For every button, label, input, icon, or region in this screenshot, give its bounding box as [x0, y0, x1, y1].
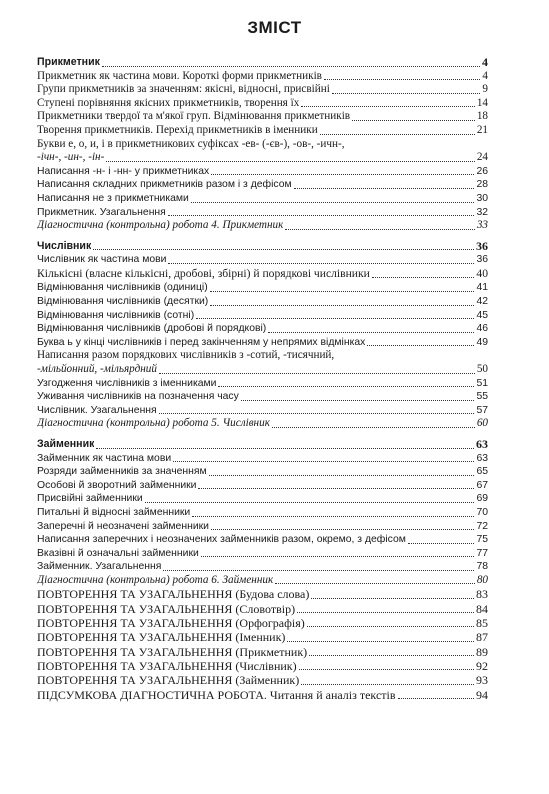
toc-entry[interactable] [37, 97, 488, 111]
diagnostic-work-entry[interactable] [37, 574, 488, 588]
toc-entry-title: Буква ь у кінці числівників і перед закінченням у непрямих відмінках [37, 336, 366, 348]
toc-entry-page-number: 30 [476, 192, 488, 204]
review-entry-title: ПОВТОРЕННЯ ТА УЗАГАЛЬНЕННЯ (Числівник) [37, 658, 297, 673]
toc-entry-page-number: 75 [476, 534, 488, 546]
dot-leader [211, 174, 474, 175]
toc-entry[interactable] [37, 377, 488, 391]
diagnostic-work-entry-title: Діагностична (контрольна) робота 4. Прикметник [37, 219, 284, 232]
review-entry[interactable] [37, 688, 488, 702]
toc-entry[interactable] [37, 83, 488, 97]
dot-leader [307, 626, 474, 627]
toc-entry[interactable] [37, 533, 488, 547]
dot-leader [163, 570, 474, 571]
toc-entry[interactable] [37, 253, 488, 267]
review-entry-page-number: 85 [476, 616, 488, 631]
dot-leader [372, 277, 475, 278]
toc-entry-title: Заперечні й неозначені займенники [37, 520, 209, 532]
dot-leader [268, 332, 474, 333]
dot-leader [241, 400, 475, 401]
toc-entry-page-number: 28 [476, 179, 488, 191]
toc-entry-title: Числівник. Узагальнення [37, 404, 157, 416]
dot-leader [210, 305, 474, 306]
toc-entry-title: Питальні й відносні займенники [37, 506, 191, 518]
toc-entry[interactable] [37, 178, 488, 192]
review-entry[interactable] [37, 659, 488, 673]
page-title: ЗМІСТ [247, 18, 302, 37]
section-heading-page-number: 4 [482, 55, 488, 69]
toc-entry-title: Числівник як частина мови [37, 254, 167, 266]
toc-entry-page-number: 78 [476, 561, 488, 573]
dot-leader [272, 427, 475, 428]
toc-entry-title: Вказівні й означальні займенники [37, 547, 199, 559]
toc-entry-line[interactable]: Написання разом порядкових числівників з -сотий, -тисячний, [37, 349, 335, 362]
toc-entry-page-number: 55 [476, 391, 488, 403]
table-of-contents [37, 56, 488, 702]
diagnostic-work-entry-page-number: 60 [476, 417, 488, 430]
toc-entry-page-number: 9 [482, 83, 488, 96]
dot-leader [309, 655, 474, 656]
dot-leader [332, 93, 481, 94]
dot-leader [209, 475, 475, 476]
toc-entry-title: Займенник як частина мови [37, 452, 172, 464]
dot-leader [159, 413, 475, 414]
dot-leader [297, 612, 474, 613]
toc-entry-page-number: 24 [476, 151, 488, 164]
toc-entry-page-number: 40 [476, 266, 488, 280]
dot-leader [196, 318, 474, 319]
toc-entry[interactable] [37, 336, 488, 350]
dot-leader [324, 79, 480, 80]
toc-entry-title: Займенник. Узагальнення [37, 561, 162, 573]
toc-entry-line[interactable]: Букви е, о, и, і в прикметникових суфіксах -ев- (-єв-), -ов-, -ичн-, [37, 137, 345, 150]
dot-leader [102, 66, 480, 67]
toc-entry-page-number: 67 [476, 479, 488, 491]
dot-leader [211, 529, 474, 530]
toc-entry[interactable] [37, 124, 488, 138]
review-entry-title: ПОВТОРЕННЯ ТА УЗАГАЛЬНЕННЯ (Орфографія) [37, 616, 305, 631]
toc-entry[interactable] [37, 70, 488, 84]
review-entry-page-number: 94 [476, 687, 488, 702]
dot-leader [210, 291, 475, 292]
toc-entry-title: Прикметники твердої та м'якої груп. Відмінювання прикметників [37, 110, 351, 123]
toc-entry-title: Особові й зворотний займенники [37, 479, 197, 491]
review-entry[interactable] [37, 645, 488, 659]
toc-entry-title: Написання складних прикметників разом і з дефісом [37, 179, 292, 191]
toc-entry-title: Написання -н- і -нн- у прикметниках [37, 165, 210, 177]
toc-entry-page-number: 63 [476, 452, 488, 464]
section-heading-page-number: 36 [476, 238, 488, 253]
section-heading[interactable] [37, 240, 488, 254]
dot-leader [352, 120, 475, 121]
toc-entry-page-number: 18 [476, 110, 488, 123]
dot-leader [294, 188, 475, 189]
review-entry[interactable] [37, 673, 488, 687]
toc-entry-title: Розряди займенників за значенням [37, 466, 207, 478]
dot-leader [173, 461, 474, 462]
review-entry-page-number: 92 [476, 658, 488, 673]
toc-entry[interactable] [37, 560, 488, 574]
diagnostic-work-entry[interactable] [37, 219, 488, 233]
toc-entry-page-number: 46 [476, 323, 488, 335]
toc-entry[interactable] [37, 295, 488, 309]
toc-entry[interactable] [37, 404, 488, 418]
dot-leader [299, 669, 474, 670]
review-entry-title: ПОВТОРЕННЯ ТА УЗАГАЛЬНЕННЯ (Прикметник) [37, 644, 308, 659]
review-entry-title: ПОВТОРЕННЯ ТА УЗАГАЛЬНЕННЯ (Іменник) [37, 630, 286, 645]
toc-entry-title: Прикметник як частина мови. Короткі форми прикметників [37, 69, 322, 82]
section-heading[interactable] [37, 438, 488, 452]
toc-entry-title: Уживання числівників на позначення часу [37, 391, 239, 403]
toc-entry[interactable] [37, 547, 488, 561]
dot-leader [106, 161, 474, 162]
review-entry-page-number: 83 [476, 587, 488, 602]
toc-entry-page-number: 57 [476, 404, 488, 416]
toc-entry[interactable] [37, 267, 488, 282]
toc-entry[interactable] [37, 520, 488, 534]
toc-entry-page-number: 65 [476, 466, 488, 478]
review-entry-title: ПОВТОРЕННЯ ТА УЗАГАЛЬНЕННЯ (Словотвір) [37, 601, 296, 616]
section-heading[interactable] [37, 56, 488, 70]
dot-leader [301, 684, 474, 685]
diagnostic-work-entry[interactable] [37, 417, 488, 431]
review-entry-title: ПІДСУМКОВА ДІАГНОСТИЧНА РОБОТА. Читання й аналіз текстів [37, 687, 396, 702]
toc-entry-title: -ічн-, -ин-, -ін- [37, 151, 105, 164]
toc-entry-page-number: 45 [476, 309, 488, 321]
toc-entry-title: Відмінювання числівників (сотні) [37, 309, 195, 321]
toc-entry-title: Відмінювання числівників (дробові й порядкові) [37, 323, 267, 335]
toc-entry[interactable] [37, 281, 488, 295]
toc-entry-title: Творення прикметників. Перехід прикметників в іменники [37, 123, 318, 136]
toc-entry-title: Ступені порівняння якісних прикметників, творення їх [37, 96, 300, 109]
dot-leader [145, 502, 475, 503]
toc-entry[interactable] [37, 322, 488, 336]
dot-leader [159, 373, 475, 374]
toc-entry-title: Групи прикметників за значенням: якісні, відносні, присвійні [37, 83, 330, 96]
toc-entry-page-number: 51 [476, 377, 488, 389]
toc-entry-page-number: 42 [476, 296, 488, 307]
diagnostic-work-entry-title: Діагностична (контрольна) робота 5. Числівник [37, 417, 270, 430]
dot-leader [320, 134, 475, 135]
toc-entry[interactable] [37, 206, 488, 220]
section-heading-title: Прикметник [37, 56, 100, 68]
dot-leader [191, 202, 475, 203]
toc-entry-page-number: 32 [476, 206, 488, 218]
diagnostic-work-entry-page-number: 33 [476, 219, 488, 232]
review-entry[interactable] [37, 630, 488, 644]
diagnostic-work-entry-page-number: 80 [476, 573, 488, 586]
toc-entry-page-number: 77 [476, 547, 488, 559]
review-entry-page-number: 87 [476, 630, 488, 645]
dot-leader [198, 488, 474, 489]
toc-entry[interactable] [37, 363, 488, 377]
toc-entry[interactable] [37, 506, 488, 520]
dot-leader [301, 106, 474, 107]
toc-entry-title: Прикметник. Узагальнення [37, 206, 166, 218]
dot-leader [398, 698, 474, 699]
toc-entry-title: Відмінювання числівників (десятки) [37, 296, 209, 307]
toc-entry-title: -мільйонний, -мільярдний [37, 362, 157, 375]
toc-entry-title: Кількісні (власне кількісні, дробові, збірні) й порядкові числівники [37, 266, 370, 280]
section-heading-page-number: 63 [476, 436, 488, 451]
dot-leader [275, 583, 475, 584]
toc-entry-title: Узгодження числівників з іменниками [37, 377, 217, 389]
review-entry-page-number: 84 [476, 601, 488, 616]
review-entry-title: ПОВТОРЕННЯ ТА УЗАГАЛЬНЕННЯ (Будова слова) [37, 587, 310, 602]
toc-entry[interactable] [37, 309, 488, 323]
section-heading-title: Числівник [37, 239, 92, 252]
section-heading-title: Займенник [37, 437, 95, 450]
toc-entry[interactable] [37, 492, 488, 506]
toc-entry-page-number: 50 [476, 362, 488, 375]
toc-entry-page-number: 70 [476, 506, 488, 518]
dot-leader [367, 345, 474, 346]
toc-entry-page-number: 36 [476, 254, 488, 266]
toc-entry-page-number: 69 [476, 493, 488, 505]
toc-entry[interactable] [37, 151, 488, 165]
dot-leader [201, 556, 475, 557]
review-entry[interactable] [37, 616, 488, 630]
review-entry-page-number: 89 [476, 644, 488, 659]
dot-leader [93, 249, 474, 250]
toc-entry-page-number: 49 [476, 336, 488, 348]
toc-entry[interactable] [37, 452, 488, 466]
dot-leader [287, 641, 474, 642]
toc-entry-page-number: 26 [476, 165, 488, 177]
toc-entry-page-number: 41 [476, 282, 488, 294]
toc-entry[interactable] [37, 390, 488, 404]
toc-entry[interactable] [37, 479, 488, 493]
review-entry-page-number: 93 [476, 673, 488, 688]
review-entry-title: ПОВТОРЕННЯ ТА УЗАГАЛЬНЕННЯ (Займенник) [37, 673, 300, 688]
dot-leader [218, 386, 474, 387]
toc-entry-title: Присвійні займенники [37, 493, 143, 505]
toc-entry-page-number: 4 [482, 69, 488, 82]
toc-entry-title: Написання не з прикметниками [37, 192, 189, 204]
review-entry[interactable] [37, 587, 488, 601]
dot-leader [311, 598, 474, 599]
review-entry[interactable] [37, 602, 488, 616]
dot-leader [192, 516, 474, 517]
toc-entry[interactable] [37, 192, 488, 206]
toc-entry-title: Написання заперечних і неозначених займенників разом, окремо, з дефісом [37, 534, 406, 546]
toc-entry-page-number: 14 [476, 96, 488, 109]
toc-entry[interactable] [37, 165, 488, 179]
dot-leader [168, 263, 474, 264]
toc-entry[interactable] [37, 465, 488, 479]
toc-entry[interactable] [37, 110, 488, 124]
toc-entry-page-number: 72 [476, 520, 488, 532]
toc-entry-title: Відмінювання числівників (одиниці) [37, 282, 208, 294]
dot-leader [96, 448, 474, 449]
dot-leader [408, 543, 475, 544]
toc-entry-page-number: 21 [476, 123, 488, 136]
diagnostic-work-entry-title: Діагностична (контрольна) робота 6. Займенник [37, 573, 274, 586]
dot-leader [285, 229, 474, 230]
dot-leader [168, 215, 475, 216]
